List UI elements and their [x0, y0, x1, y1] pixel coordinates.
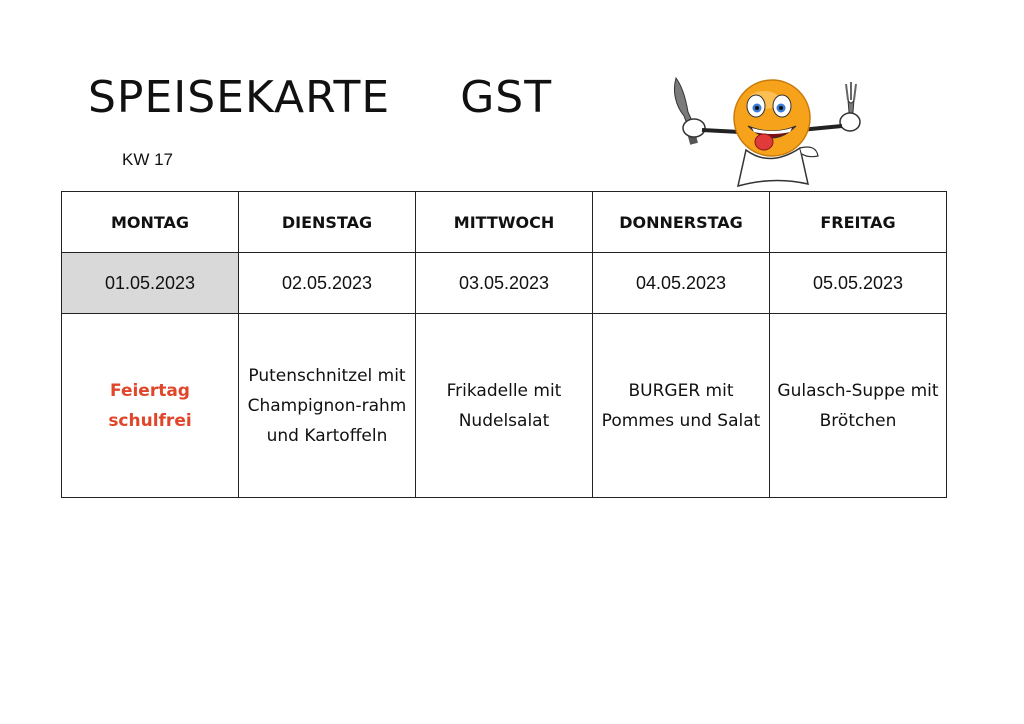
menu-table	[61, 191, 947, 498]
meal-row	[62, 314, 947, 498]
menu-title	[88, 72, 552, 123]
hungry-smiley-with-knife-and-fork-icon	[668, 72, 868, 190]
menu-title-text: SPEISEKARTE	[88, 72, 391, 123]
meal-cell: Putenschnitzel mit Champignon-rahm und Kartoffeln	[239, 314, 416, 498]
day-header: FREITAG	[770, 192, 947, 253]
date-row	[62, 253, 947, 314]
day-header: MITTWOCH	[416, 192, 593, 253]
holiday-text: Feiertag schulfrei	[108, 380, 192, 431]
date-cell: 05.05.2023	[770, 253, 947, 314]
date-cell: 04.05.2023	[593, 253, 770, 314]
meal-cell: Frikadelle mit Nudelsalat	[416, 314, 593, 498]
meal-cell: BURGER mit Pommes und Salat	[593, 314, 770, 498]
menu-subtitle: GST	[460, 72, 553, 123]
date-cell: 01.05.2023	[62, 253, 239, 314]
weekday-row	[62, 192, 947, 253]
meal-cell-holiday	[62, 314, 239, 498]
week-label: KW 17	[122, 150, 174, 169]
day-header: MONTAG	[62, 192, 239, 253]
day-header: DONNERSTAG	[593, 192, 770, 253]
meal-cell: Gulasch-Suppe mit Brötchen	[770, 314, 947, 498]
date-cell: 02.05.2023	[239, 253, 416, 314]
day-header: DIENSTAG	[239, 192, 416, 253]
date-cell: 03.05.2023	[416, 253, 593, 314]
